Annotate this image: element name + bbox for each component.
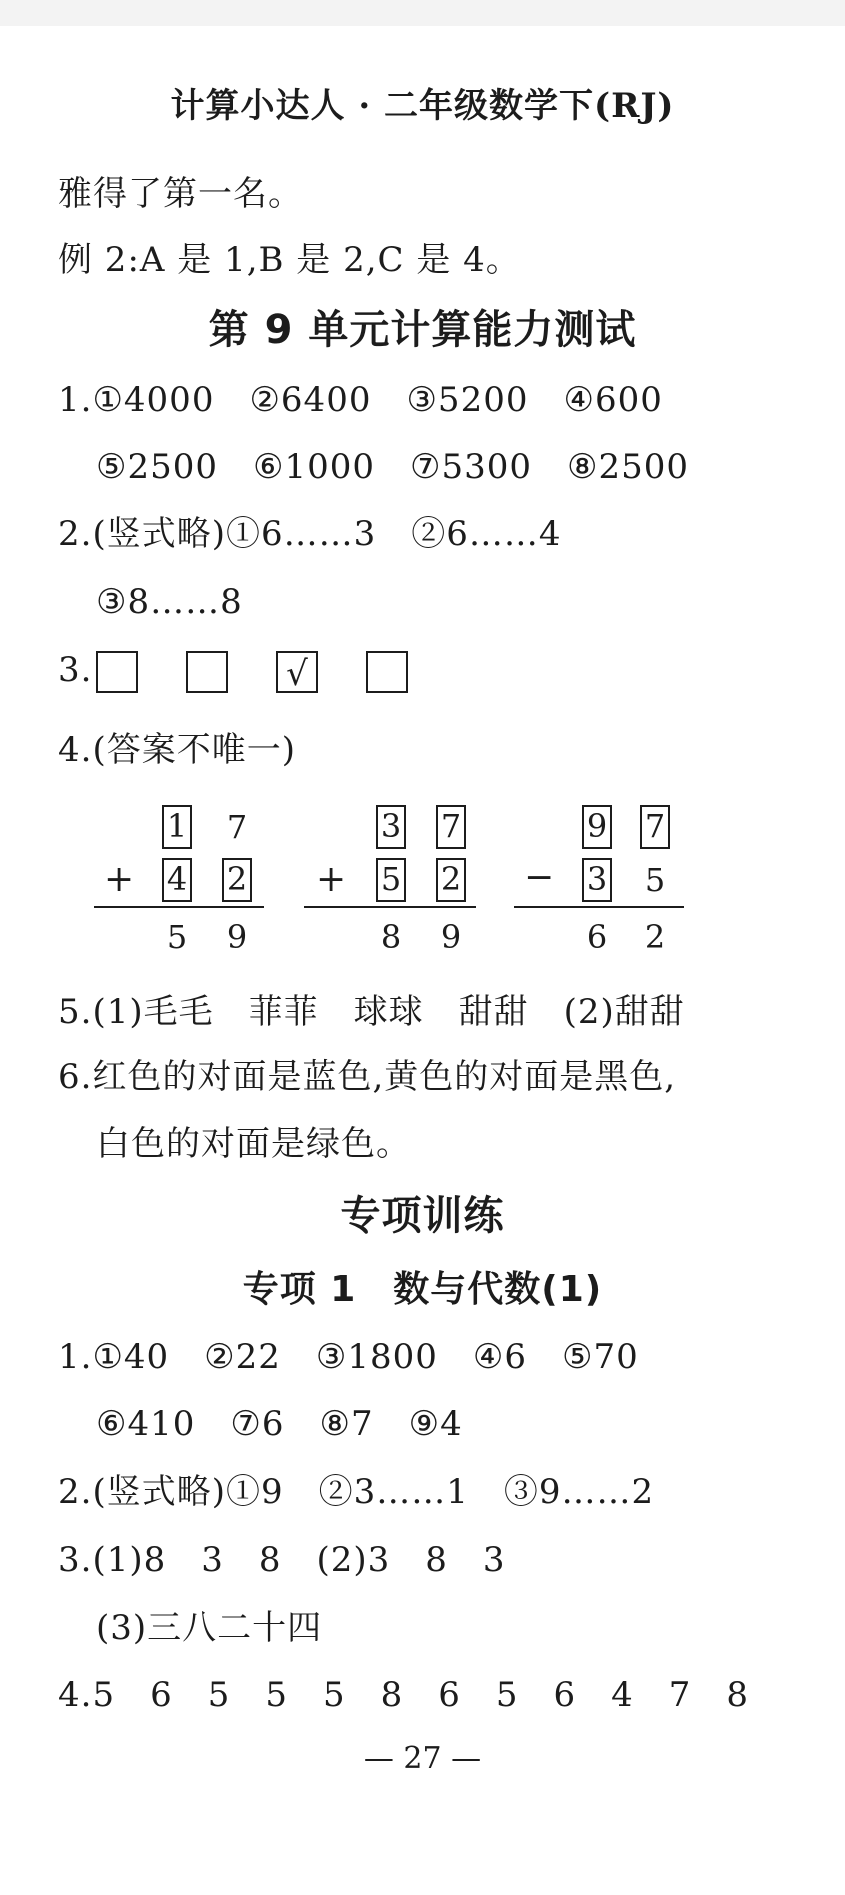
- unit-q1-line-1: 1.①4000 ②6400 ③5200 ④600: [58, 380, 663, 420]
- plus-sign: +: [104, 859, 135, 900]
- unit-q6-line-1: 6.红色的对面是蓝色,黄色的对面是黑色,: [58, 1057, 677, 1097]
- special-q1-line-2: ⑥410 ⑦6 ⑧7 ⑨4: [96, 1404, 463, 1444]
- digit-box: 7: [640, 805, 670, 849]
- page-header: 计算小达人 · 二年级数学下(RJ): [170, 86, 675, 126]
- digit: 8: [380, 918, 402, 956]
- digit-box: 3: [376, 805, 406, 849]
- special-q3-line-1: 3.(1)8 3 8 (2)3 8 3: [58, 1540, 506, 1580]
- unit-test-title: 第 9 单元计算能力测试: [208, 307, 637, 353]
- minus-sign: −: [524, 857, 555, 898]
- scan-top-band: [0, 0, 845, 26]
- digit-box: 7: [436, 805, 466, 849]
- digit-box: 2: [436, 858, 466, 902]
- digit: 5: [644, 861, 666, 899]
- special-q3-line-2: (3)三八二十四: [96, 1608, 323, 1648]
- sum-rule: [304, 906, 476, 908]
- digit-box: 2: [222, 858, 252, 902]
- special-section-subtitle: 专项 1 数与代数(1): [242, 1269, 603, 1310]
- page-number: — 27 —: [363, 1741, 482, 1776]
- plus-sign: +: [316, 859, 347, 900]
- unit-q3-row: [58, 648, 456, 693]
- answer-box-1: [96, 651, 138, 693]
- unit-q2-line-2: ③8……8: [96, 582, 243, 622]
- digit-box: 4: [162, 858, 192, 902]
- digit: 9: [440, 918, 462, 956]
- digit-box: 5: [376, 858, 406, 902]
- digit: 7: [226, 808, 248, 846]
- digit: 9: [226, 918, 248, 956]
- digit: 6: [586, 918, 608, 956]
- unit-q2-line-1: 2.(竖式略)①6……3 ②6……4: [58, 514, 562, 554]
- answer-box-3-checked: √: [276, 651, 318, 693]
- unit-q4-label: 4.(答案不唯一): [58, 730, 296, 770]
- sum-rule: [94, 906, 264, 908]
- digit-box: 3: [582, 858, 612, 902]
- intro-line-1: 雅得了第一名。: [58, 174, 303, 214]
- unit-q6-line-2: 白色的对面是绿色。: [96, 1124, 411, 1164]
- unit-q5: 5.(1)毛毛 菲菲 球球 甜甜 (2)甜甜: [58, 992, 685, 1032]
- digit-box: 1: [162, 805, 192, 849]
- answer-box-4: [366, 651, 408, 693]
- special-q4: 4.5 6 5 5 5 8 6 5 6 4 7 8: [58, 1675, 750, 1715]
- digit: 2: [644, 918, 666, 956]
- answer-box-2: [186, 651, 228, 693]
- digit-box: 9: [582, 805, 612, 849]
- special-q1-line-1: 1.①40 ②22 ③1800 ④6 ⑤70: [58, 1337, 639, 1377]
- difference-rule: [514, 906, 684, 908]
- unit-q1-line-2: ⑤2500 ⑥1000 ⑦5300 ⑧2500: [96, 447, 690, 487]
- special-training-title: 专项训练: [340, 1193, 505, 1239]
- digit: 5: [166, 918, 188, 956]
- special-q2: 2.(竖式略)①9 ②3……1 ③9……2: [58, 1472, 655, 1512]
- unit-q3-label: 3.: [58, 650, 93, 690]
- intro-line-2: 例 2:A 是 1,B 是 2,C 是 4。: [58, 240, 521, 280]
